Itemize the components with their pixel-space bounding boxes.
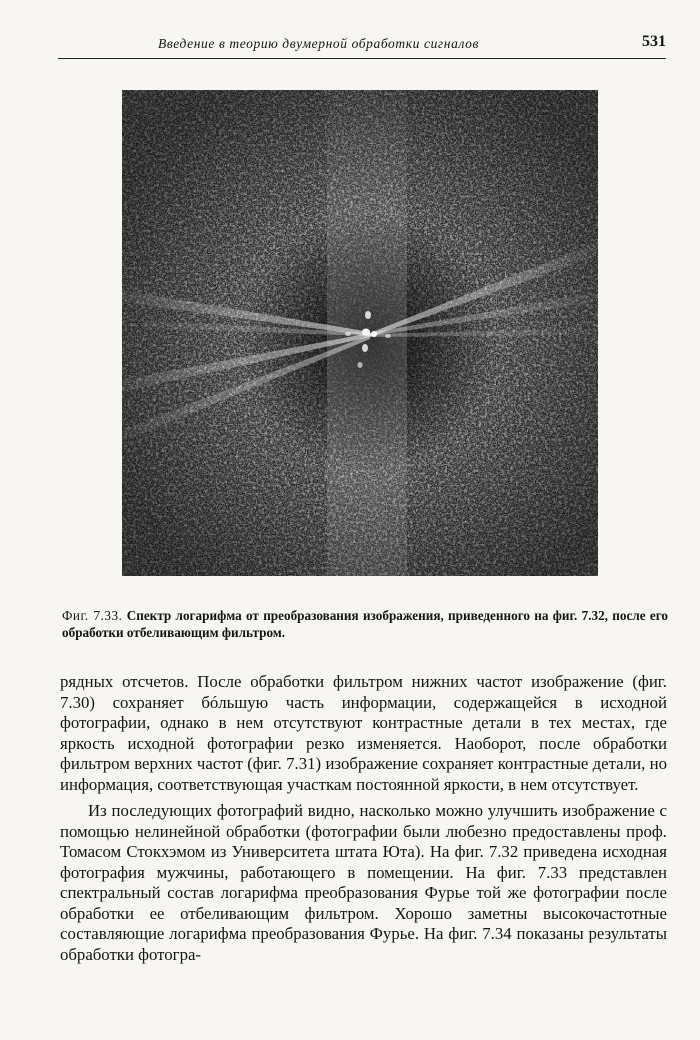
figure-spectrum-image (122, 90, 598, 576)
paragraph: Из последующих фотографий видно, насколько можно улучшить изображение с помощью нелинейной обработки (фотографии были любезно предоставлены проф. Томасом Стокхэмом из Университета штата Юта). На фиг. 7.32 приведена исходная фотография мужчины, работающего в помещении. На фиг. 7.33 представлен спектральный состав логарифма преобразования Фурье той же фотографии после обработки ее отбеливающим фильтром. Хорошо заметны высокочастотные составляющие логарифма преобразования Фурье. На фиг. 7.34 показаны результаты обработки фотогра- (60, 801, 667, 964)
body-text (60, 672, 667, 965)
figure-caption (62, 607, 668, 641)
figure-label: Фиг. 7.33. (62, 608, 123, 623)
paragraph: рядных отсчетов. После обработки фильтром нижних частот изображение (фиг. 7.30) сохраняет бóльшую часть информации, содержащейся в исходной фотографии, однако в нем отсутствуют контрастные детали в тех местах, где яркость исходной фотографии резко изменяется. Наоборот, после обработки фильтром верхних частот (фиг. 7.31) изображение сохраняет контрастные детали, но информация, соответствующая участкам постоянной яркости, в нем отсутствует. (60, 672, 667, 794)
running-title: Введение в теорию двумерной обработки сигналов (158, 36, 479, 51)
page-header (58, 30, 666, 59)
page-number: 531 (642, 33, 666, 50)
fourier-spectrum-image (122, 90, 598, 576)
figure-caption-text: Спектр логарифма от преобразования изображения, приведенного на фиг. 7.32, после его обработки отбеливающим фильтром. (62, 608, 668, 640)
